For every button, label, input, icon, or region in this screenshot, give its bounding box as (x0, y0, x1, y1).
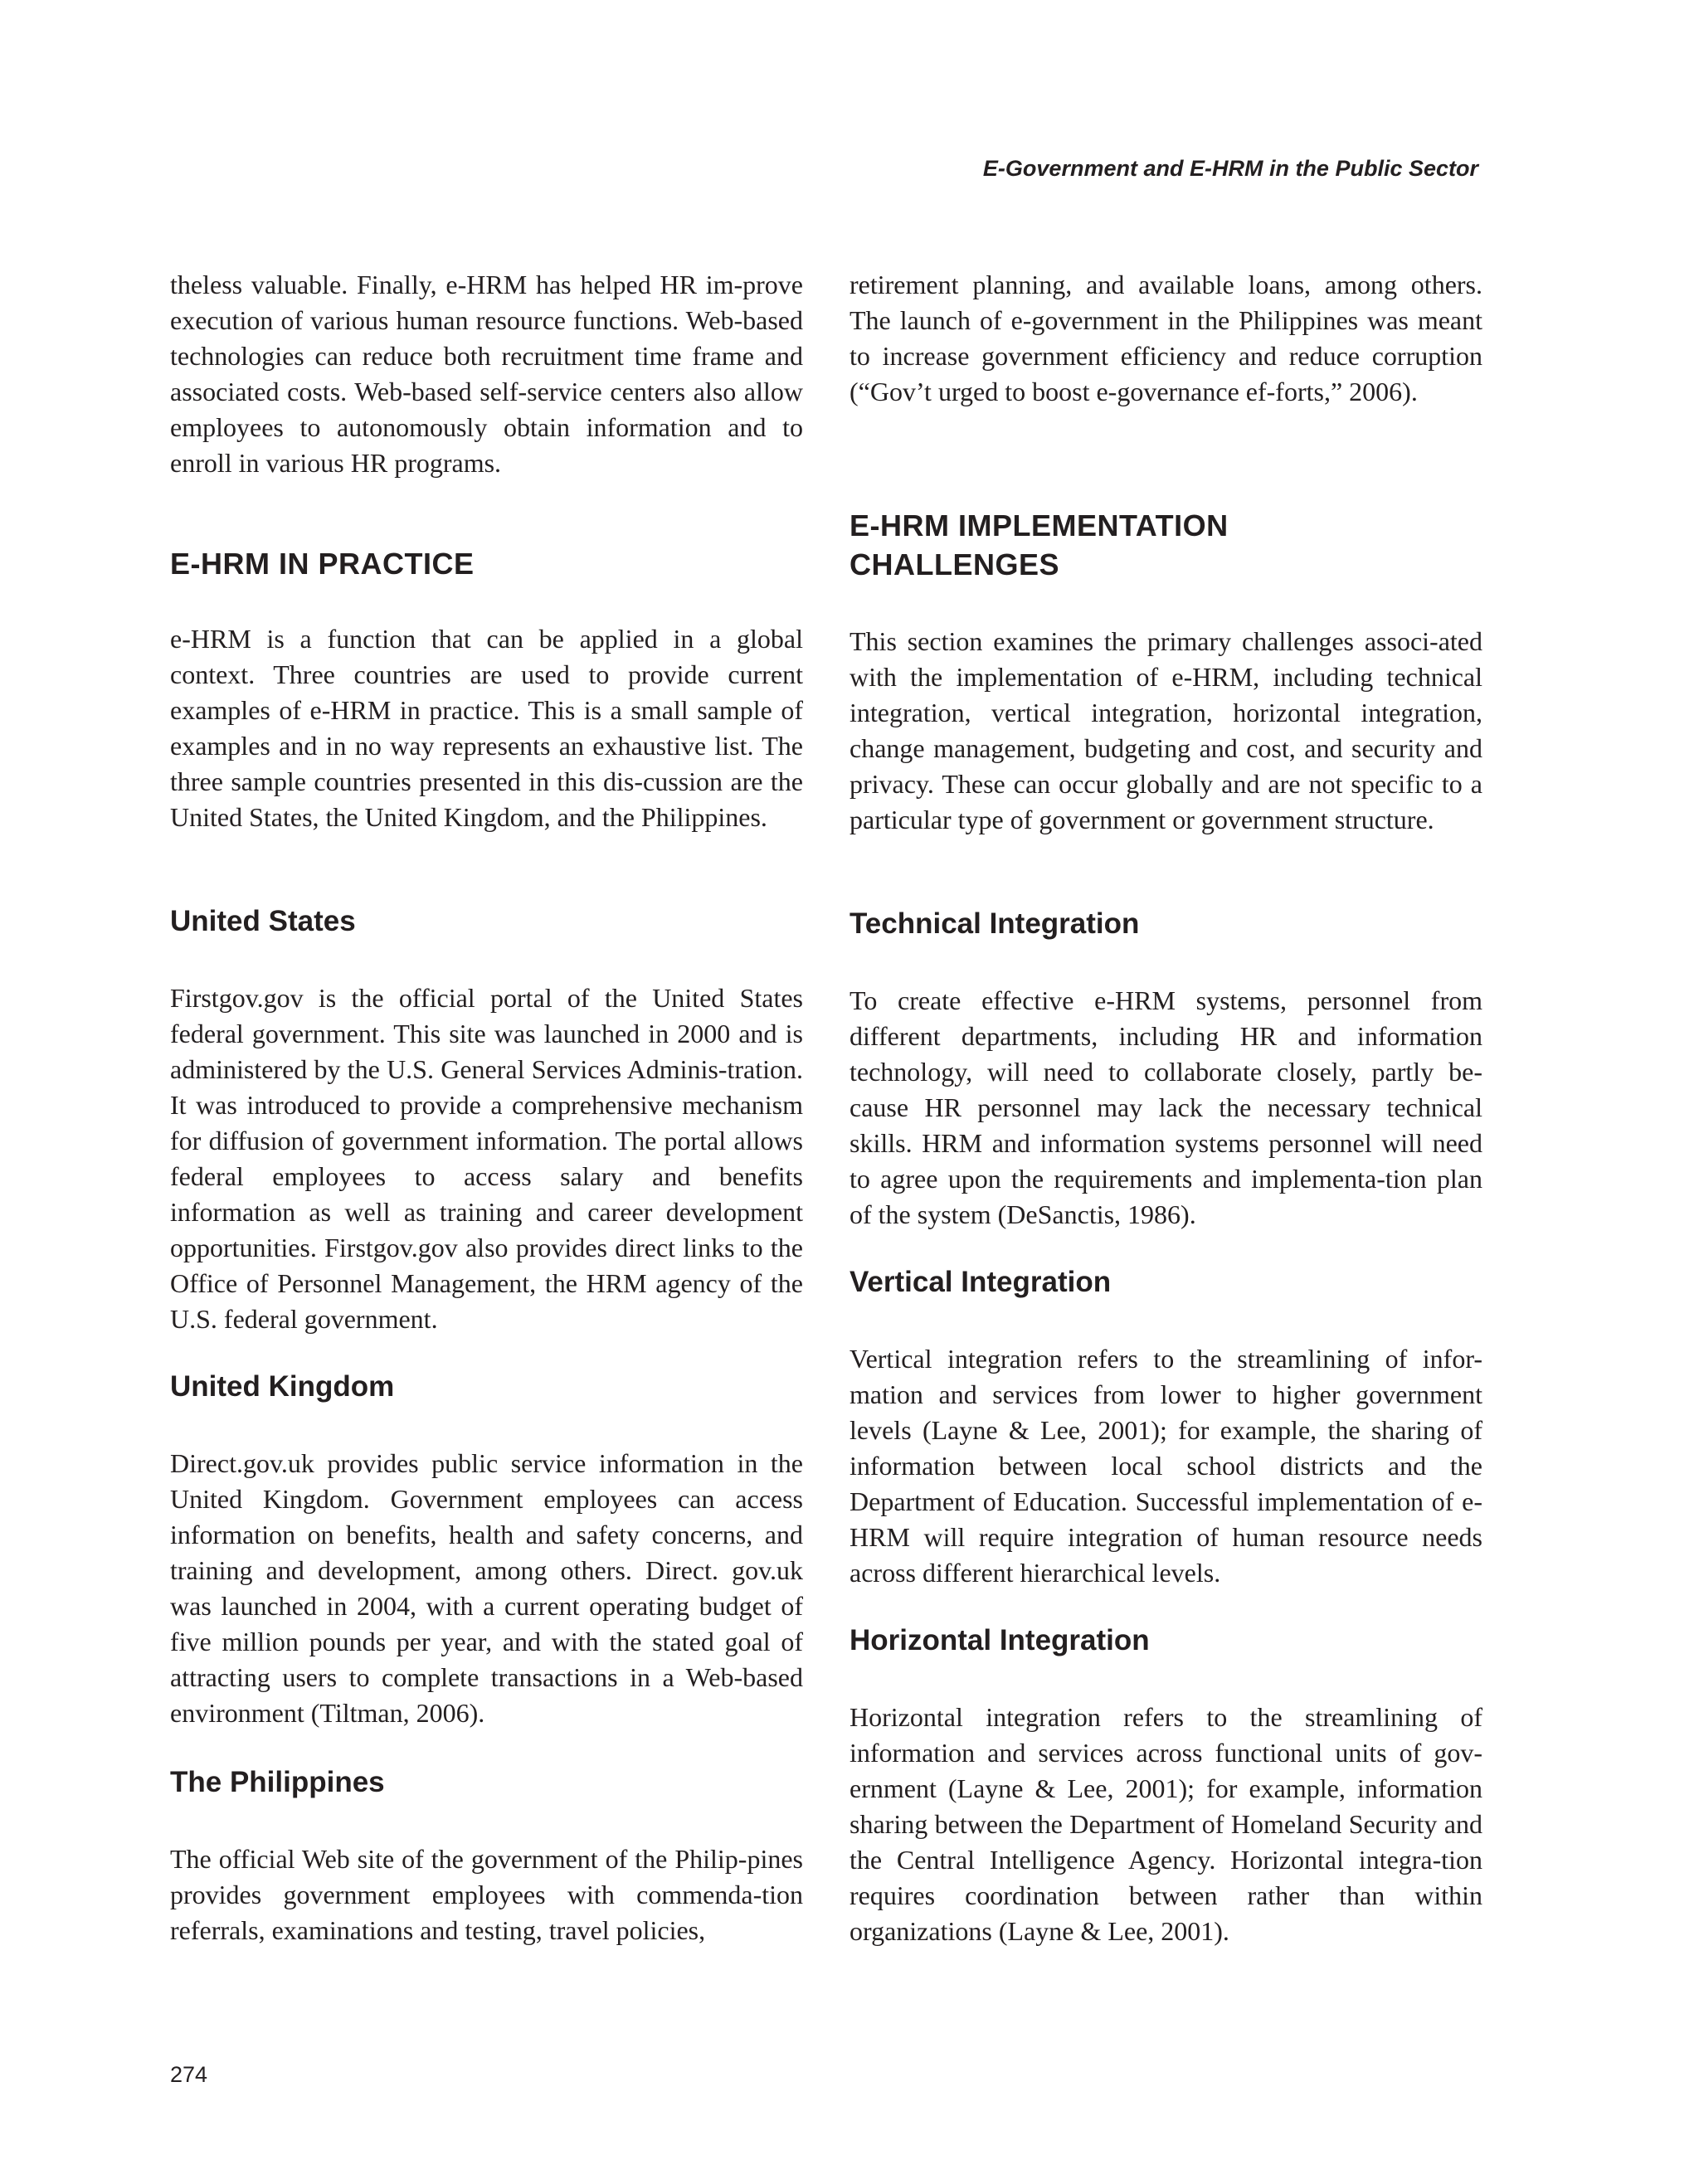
section-heading-line2: CHALLENGES (850, 547, 1060, 581)
vertical-paragraph: Vertical integration refers to the streamlining of infor-mation and services from lower to higher government levels (Layne & Lee, 2001); for example, the sharing of information between local school districts and the Department of Education. Successful implementation of e-HRM will require integration of human resource needs across different hierarchical levels. (850, 1344, 1482, 1588)
section-heading-challenges (850, 506, 1482, 584)
uk-paragraph: Direct.gov.uk provides public service information in the United Kingdom. Government employees can access information on benefits, health and safety concerns, and training and development, among others. Direct. gov.uk was launched in 2004, with a current operating budget of five million pounds per year, and with the stated goal of attracting users to complete transactions in a Web-based environment (Tiltman, 2006). (170, 1448, 803, 1728)
heading-technical-integration: Technical Integration (850, 907, 1140, 940)
heading-united-states: United States (170, 905, 356, 937)
practice-paragraph: e-HRM is a function that can be applied in a global context. Three countries are used to provide current examples of e-HRM in practice. This is a small sample of examples and in no way represents an exhaustive list. The three sample countries presented in this dis-cussion are the United States, the United Kingdom, and the Philippines. (170, 624, 803, 832)
section-heading-practice: E-HRM IN PRACTICE (170, 547, 475, 581)
running-head: E-Government and E-HRM in the Public Sector (982, 156, 1478, 181)
us-paragraph: Firstgov.gov is the official portal of the United States federal government. This site was launched in 2000 and is administered by the U.S. General Services Adminis-tration. It was introduced to provide a comprehensive mechanism for diffusion of government information. The portal allows federal employees to access salary and benefits information as well as training and career development opportunities. Firstgov.gov also provides direct links to the Office of Personnel Management, the HRM agency of the U.S. federal government. (170, 983, 803, 1334)
ph-paragraph: The official Web site of the government of the Philip-pines provides government employees with commenda-tion referrals, examinations and testing, travel policies, (170, 1844, 803, 1945)
horizontal-paragraph: Horizontal integration refers to the streamlining of information and services across functional units of gov-ernment (Layne & Lee, 2001); for example, information sharing between the Department of Homeland Security and the Central Intelligence Agency. Horizontal integra-tion requires coordination between rather than within organizations (Layne & Lee, 2001). (850, 1702, 1482, 1946)
heading-horizontal-integration: Horizontal Integration (850, 1624, 1150, 1656)
heading-vertical-integration: Vertical Integration (850, 1266, 1112, 1298)
intro-paragraph: theless valuable. Finally, e-HRM has helped HR im-prove execution of various human resource functions. Web-based technologies can reduce both recruitment time frame and associated costs. Web-based self-service centers also allow employees to autonomously obtain information and to enroll in various HR programs. (170, 270, 803, 478)
heading-philippines: The Philippines (170, 1766, 385, 1798)
heading-united-kingdom: United Kingdom (170, 1370, 395, 1403)
page-number: 274 (170, 2062, 208, 2087)
section-heading-line1: E-HRM IMPLEMENTATION (850, 508, 1229, 542)
intro-paragraph-right: retirement planning, and available loans, among others. The launch of e-government in the Philippines was meant to increase government efficiency and reduce corruption (“Gov’t urged to boost e-governance ef-forts,” 2006). (850, 270, 1482, 406)
challenges-paragraph: This section examines the primary challenges associ-ated with the implementation of e-HRM, including technical integration, vertical integration, horizontal integration, change management, budgeting and cost, and security and privacy. These can occur globally and are not specific to a particular type of government or government structure. (850, 626, 1482, 834)
technical-paragraph: To create effective e-HRM systems, personnel from different departments, including HR and information technology, will need to collaborate closely, partly be-cause HR personnel may lack the necessary technical skills. HRM and information systems personnel will need to agree upon the requirements and implementa-tion plan of the system (DeSanctis, 1986). (850, 985, 1482, 1229)
